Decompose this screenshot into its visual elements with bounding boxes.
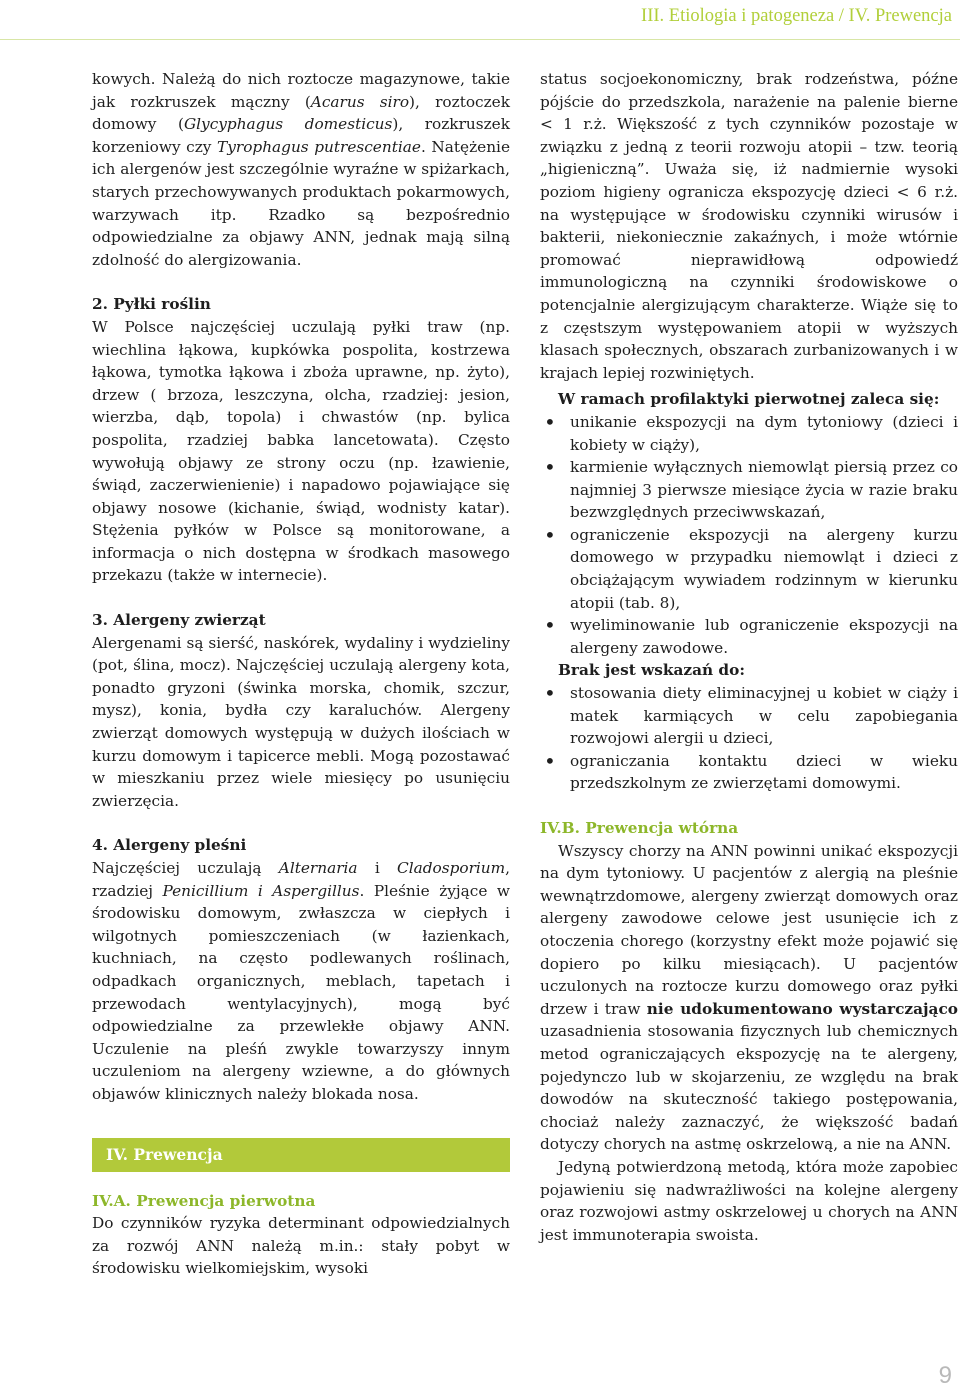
right-column	[540, 68, 958, 1246]
list-item: • unikanie ekspozycji na dym tytoniowy (dzieci i kobiety w ciąży),	[540, 411, 958, 456]
heading-mold-allergens: 4. Alergeny pleśni	[92, 836, 247, 855]
paragraph-risk-factors-cont: status socjoekonomiczny, brak rodzeństwa, późne pójście do przedszkola, narażenie na palenie bierne < 1 r.ż. Większość z tych czynników pozostaje w związku z jedną z teorii rozwoju atopii – tzw. teorią „higieniczną”. Uważa się, iż nadmiernie wysoki poziom higieny ogranicza ekspozycję dzieci < 6 r.ż. na występujące w środowisku czynniki wirusów i bakterii, niekoniecznie zakaźnych, i może wtórnie promować nieprawidłową odpowiedź immunologiczną na czynniki środowiskowe o potencjalnie alergizującym charakterze. Wiąże się to z częstszym występowaniem atopii w wyższych klasach społecznych, obszarach zurbanizowanych i w krajach lepiej rozwiniętych.	[540, 70, 958, 382]
heading-animal-allergens: 3. Alergeny zwierząt	[92, 611, 266, 630]
left-column	[92, 68, 510, 1280]
list-item: • ograniczenie ekspozycji na alergeny kurzu domowego w przypadku niemowląt i dzieci z obciążającym wywiadem rodzinnym w kierunku atopii (tab. 8),	[540, 524, 958, 614]
paragraph-pollen: W Polsce najczęściej uczulają pyłki traw (np. wiechlina łąkowa, kupkówka pospolita, kostrzewa łąkowa, tymotka łąkowa i zboża uprawne, np. żyto), drzew ( brzoza, leszczyna, olcha, rzadziej: jesion, wierzba, dąb, topola) i chwastów (np. bylica pospolita, rzadziej babka lancetowata). Często wywołują objawy ze strony oczu (np. łzawienie, świąd, zaczerwienienie) i napadowo pojawiające się objawy nosowe (kichanie, świąd, wodnisty katar). Stężenia pyłków w Polsce są monitorowane, a informacja o nich dostępna w środkach masowego przekazu (także w internecie).	[92, 317, 510, 585]
paragraph-risk-factors: Do czynników ryzyka determinant odpowiedzialnych za rozwój ANN należą m.in.: stały pobyt w środowisku wielkomiejskim, wysoki	[92, 1214, 510, 1278]
paragraph-secondary-prevention: Wszyscy chorzy na ANN powinni unikać ekspozycji na dym tytoniowy. U pacjentów z alergią na pleśnie wewnątrzdomowe, alergeny zwierząt domowych oraz alergeny zawodowe celowe jest usunięcie ich z otoczenia chorego (korzystny efekt może pojawić się dopiero po kilku miesiącach). U pacjentów uczulonych na roztocze kurzu domowego oraz pyłki drzew i traw nie udokumentowano wystarczająco uzasadnienia stosowania fizycznych lub chemicznych metod ograniczających ekspozycję na te alergeny, pojedynczo lub w skojarzeniu, ze względu na brak dowodów na skuteczność takiego postępowania, chociaż należy zaznaczyć, że większość badań dotyczy chorych na astmę oskrzelową, a nie na ANN.	[540, 841, 958, 1154]
heading-primary-prevention: IV.A. Prewencja pierwotna	[92, 1191, 316, 1210]
page-number: 9	[938, 1362, 952, 1389]
section-heading-prevention: IV. Prewencja	[92, 1138, 510, 1172]
paragraph-mites: kowych. Należą do nich roztocze magazynowe, takie jak rozkruszek mączny (Acarus siro), roztoczek domowy (Glycyphagus domesticus), rozkruszek korzeniowy czy Tyrophagus putrescentiae. Natężenie ich alergenów jest szczególnie wyraźne w spiżarkach, starych przechowywanych produktach pokarmowych, warzywach itp. Rzadko są bezpośrednio odpowiedzialne za objawy ANN, jednak mają silną zdolność do alergizowania.	[92, 70, 510, 269]
heading-secondary-prevention: IV.B. Prewencja wtórna	[540, 819, 739, 837]
paragraph-mold-allergens: Najczęściej uczulają Alternaria i Cladosporium, rzadziej Penicillium i Aspergillus. Pleśnie żyjące w środowisku domowym, zwłaszcza w ciepłych i wilgotnych pomieszczeniach (w łazienkach, kuchniach, na często podlewanych roślinach, odpadkach organicznych, meblach, tapetach i przewodach wentylacyjnych), mogą być odpowiedzialne za przewlekłe objawy ANN. Uczulenie na pleśń zwykle towarzyszy innym uczuleniom na alergeny wziewne, a do głównych objawów klinicznych należy blokada nosa.	[92, 859, 511, 1103]
list-item: • stosowania diety eliminacyjnej u kobiet w ciąży i matek karmiących w celu zapobiegania rozwojowi alergii u dzieci,	[540, 682, 958, 750]
list-item: • karmienie wyłącznych niemowląt piersią przez co najmniej 3 pierwsze miesiące życia w razie braku bezwzględnych przeciwwskazań,	[540, 456, 958, 524]
heading-pollen: 2. Pyłki roślin	[92, 295, 211, 314]
paragraph-immunotherapy: Jedyną potwierdzoną metodą, która może zapobiec pojawieniu się nadwrażliwości na kolejne alergeny oraz rozwojowi astmy oskrzelowej u chorych na ANN jest immunoterapia swoista.	[540, 1157, 958, 1244]
list-item: • wyeliminowanie lub ograniczenie ekspozycji na alergeny zawodowe.	[540, 614, 958, 659]
recommend-list	[540, 411, 958, 660]
paragraph-animal-allergens: Alergenami są sierść, naskórek, wydaliny i wydzieliny (pot, ślina, mocz). Najczęściej uczulają alergeny kota, ponadto gryzoni (świnka morska, chomik, szczur, mysz), konia, bydła czy karaluchów. Alergeny zwierząt domowych występują w dużych ilościach w kurzu domowym i tapicerce mebli. Mogą pozostawać w mieszkaniu przez wiele miesięcy po usunięciu zwierzęcia.	[92, 633, 510, 810]
list-item: • ograniczania kontaktu dzieci w wieku przedszkolnym ze zwierzętami domowymi.	[540, 750, 958, 795]
no-indication-lead: Brak jest wskazań do:	[558, 661, 745, 680]
running-header: III. Etiologia i patogeneza / IV. Prewencja	[641, 6, 952, 26]
no-indication-list	[540, 682, 958, 795]
recommend-lead: W ramach profilaktyki pierwotnej zaleca się:	[558, 390, 940, 409]
header-rule	[0, 39, 960, 40]
